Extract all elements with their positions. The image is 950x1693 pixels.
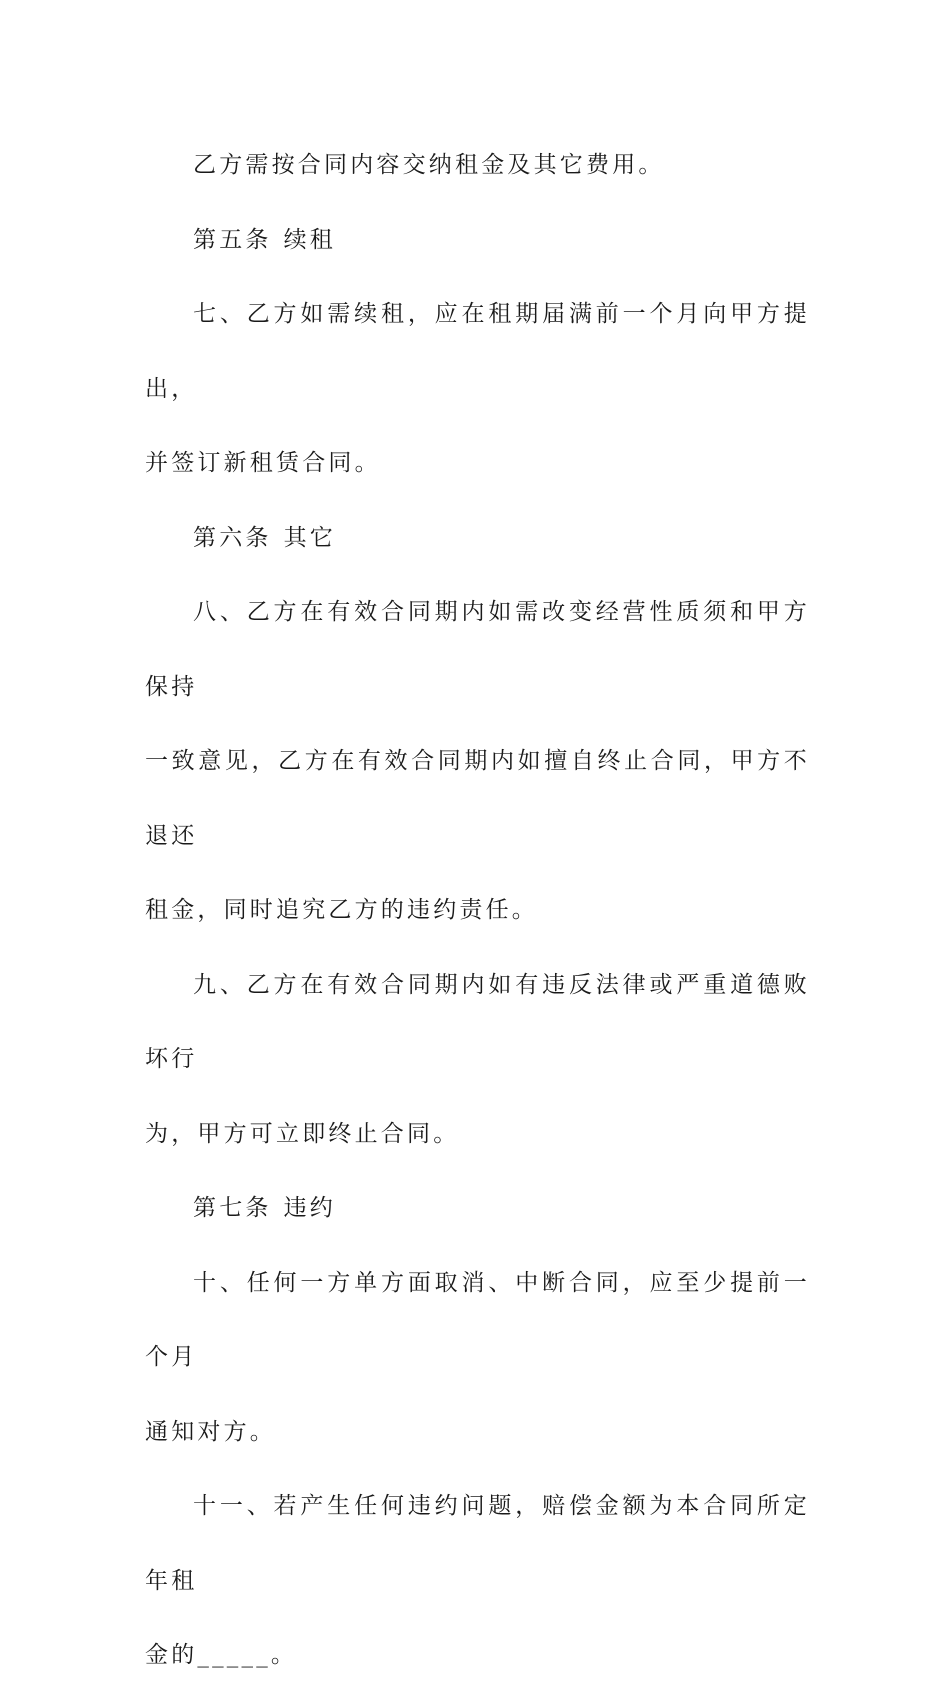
article-heading-5 xyxy=(145,203,810,278)
paragraph-clause-11 xyxy=(145,1469,810,1693)
article-heading-6 xyxy=(145,501,810,576)
text-line: 九、乙方在有效合同期内如有违反法律或严重道德败坏行 xyxy=(145,971,810,1072)
article-title: 违约 xyxy=(283,1195,337,1221)
paragraph-clause-7 xyxy=(145,277,810,501)
document-body xyxy=(145,128,810,1693)
article-number: 第七条 xyxy=(193,1195,272,1221)
text-line: 通知对方。 xyxy=(145,1418,276,1445)
article-title: 其它 xyxy=(283,524,337,551)
text-line: 并签订新租赁合同。 xyxy=(145,450,381,476)
text-line: 租金，同时追究乙方的违约责任。 xyxy=(145,897,538,923)
article-number: 第六条 xyxy=(193,524,272,551)
article-number: 第五条 xyxy=(193,226,272,253)
text-line: 金的_____。 xyxy=(145,1642,298,1668)
article-title: 续租 xyxy=(283,226,337,253)
article-heading-7 xyxy=(145,1171,810,1246)
text-line: 七、乙方如需续租，应在租期届满前一个月向甲方提出， xyxy=(145,301,810,402)
paragraph-clause-9 xyxy=(145,948,810,1172)
text-line: 八、乙方在有效合同期内如需改变经营性质须和甲方保持 xyxy=(145,599,810,700)
paragraph-clause-8 xyxy=(145,575,810,948)
text-line: 为，甲方可立即终止合同。 xyxy=(145,1120,460,1147)
text-line: 十、任何一方单方面取消、中断合同，应至少提前一个月 xyxy=(145,1269,810,1370)
text-line: 一致意见，乙方在有效合同期内如擅自终止合同，甲方不退还 xyxy=(145,748,810,849)
text-line: 乙方需按合同内容交纳租金及其它费用。 xyxy=(193,152,665,178)
paragraph-rent-payment xyxy=(145,128,810,203)
text-line: 十一、若产生任何违约问题，赔偿金额为本合同所定年租 xyxy=(145,1493,810,1594)
paragraph-clause-10 xyxy=(145,1246,810,1470)
